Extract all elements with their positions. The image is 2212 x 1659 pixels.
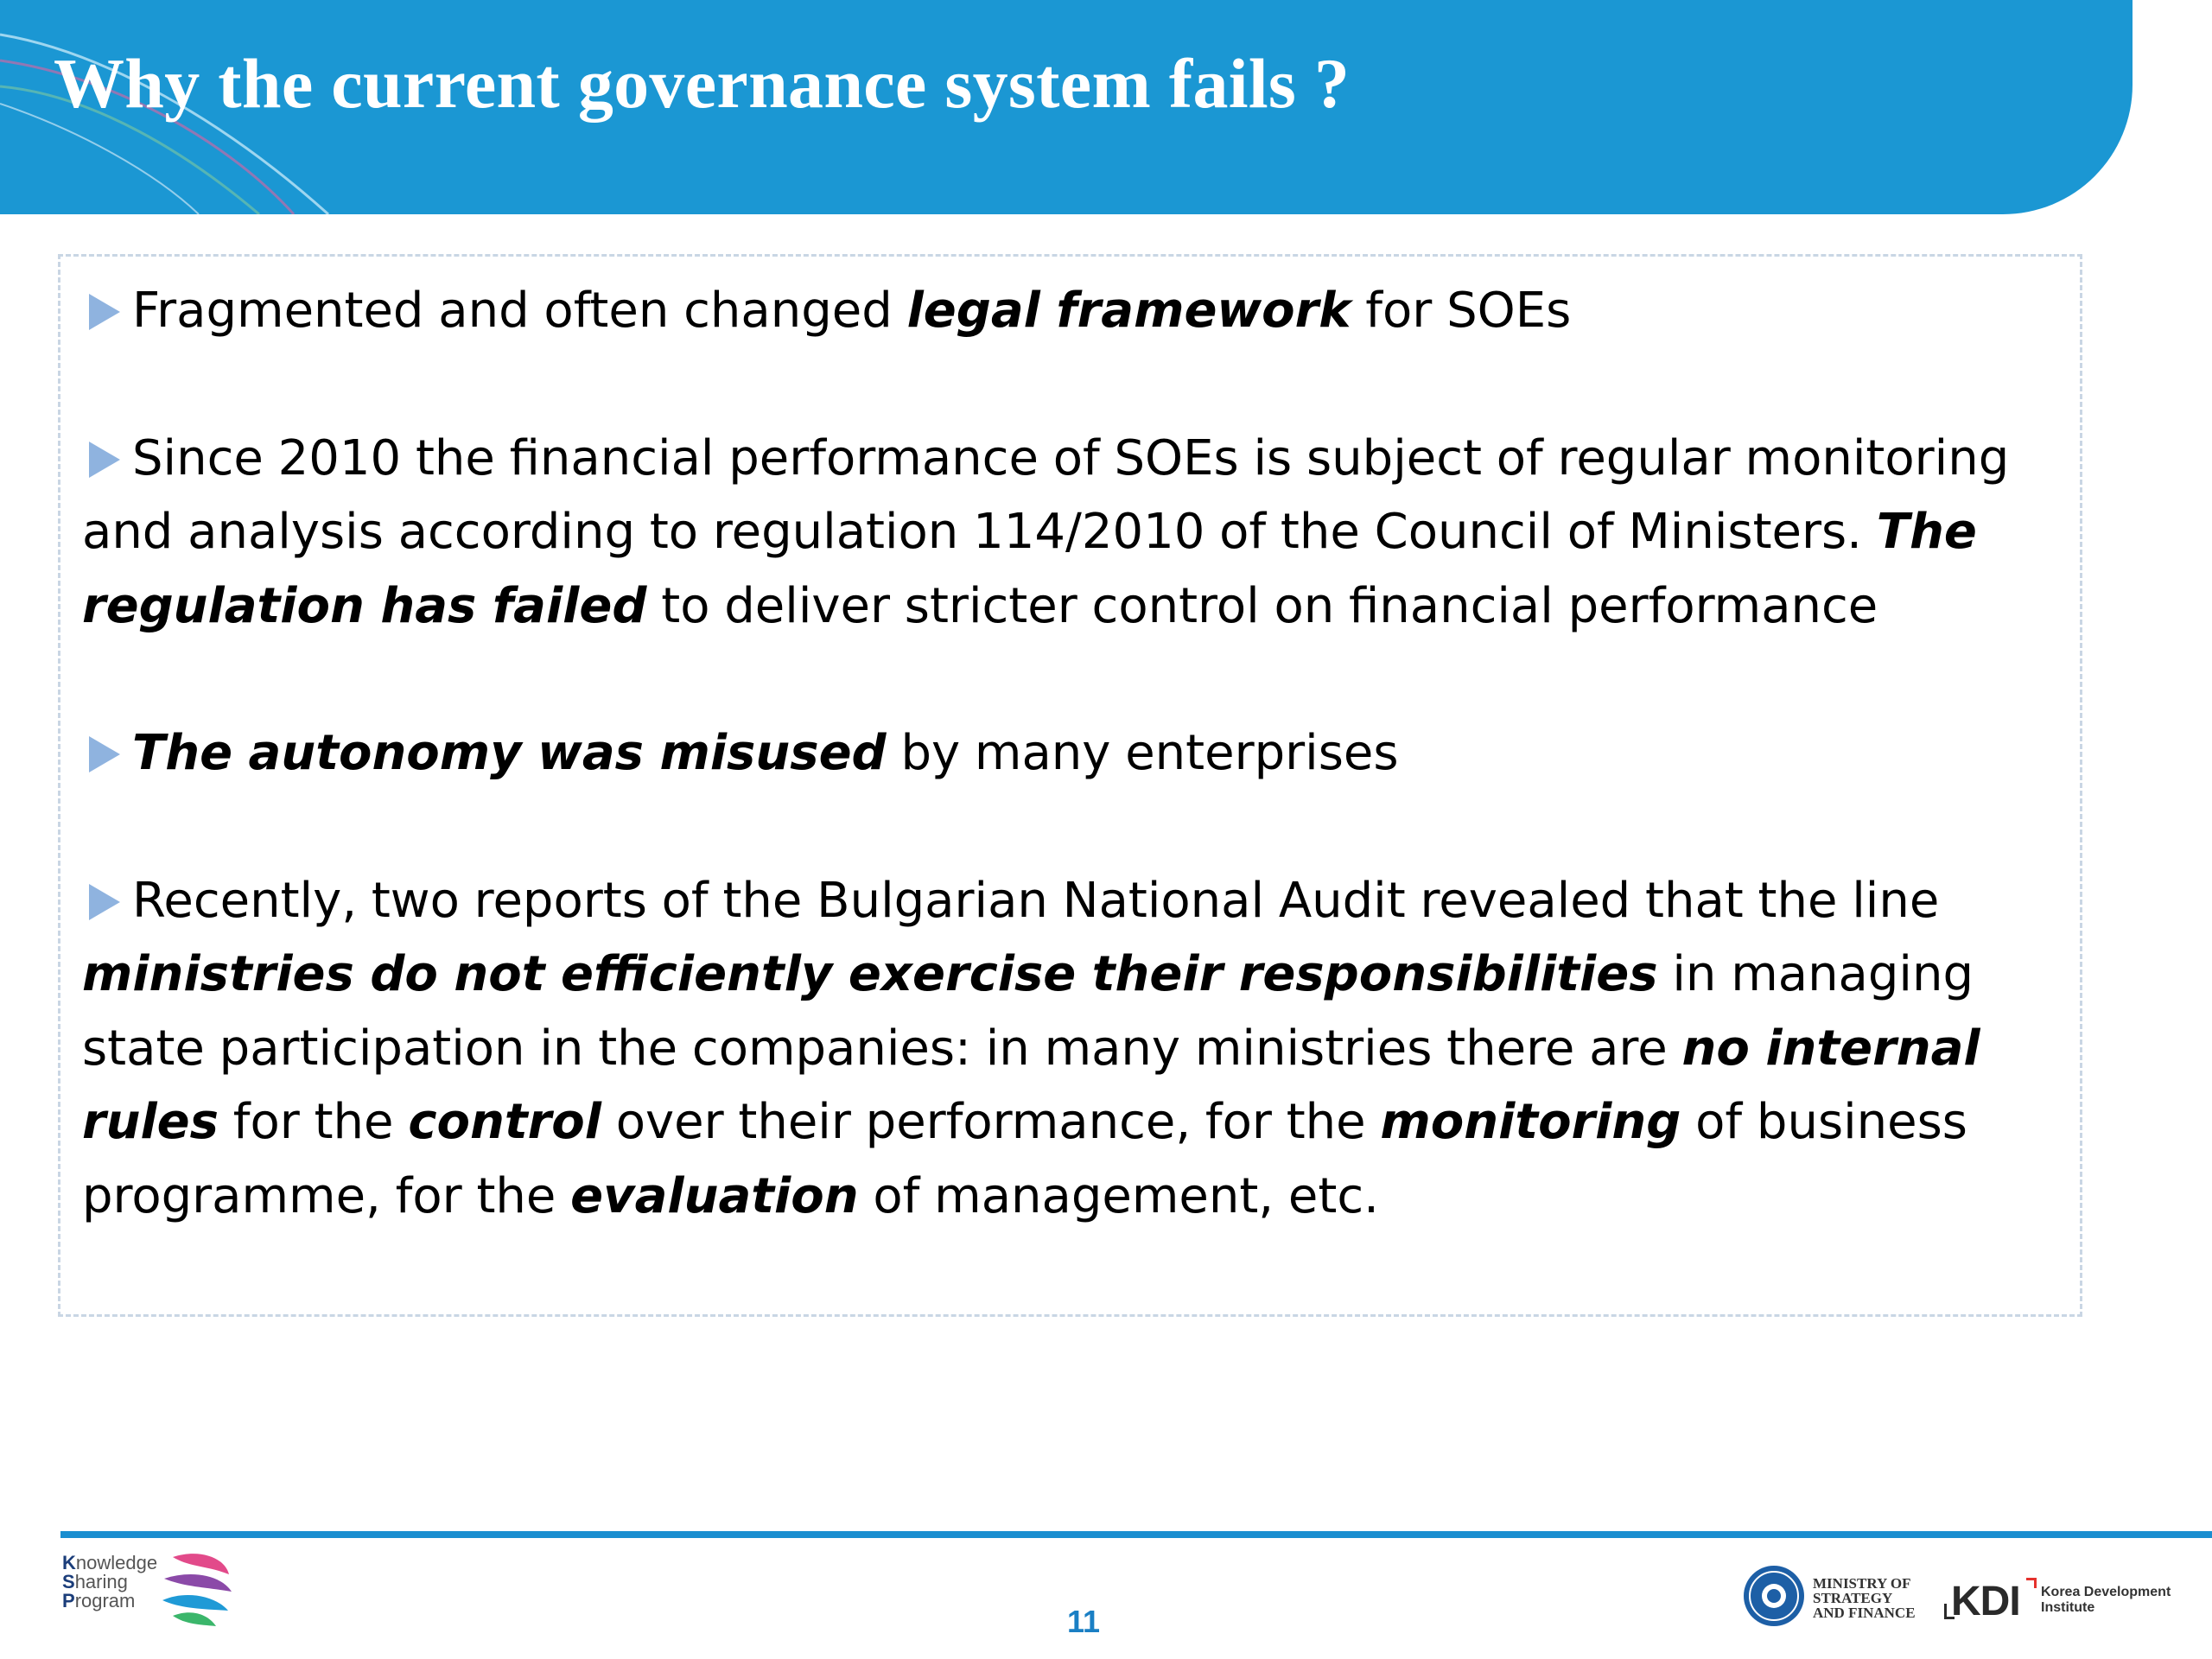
bullet-item (82, 422, 2078, 644)
bullet-text-segment: Recently, two reports of the Bulgarian National Audit revealed that the line (132, 872, 1940, 929)
bullet-text (132, 283, 1571, 339)
kdi-bracket-icon (1944, 1604, 1955, 1619)
content-panel (58, 254, 2082, 1317)
emphasized-text: ministries do not efficiently exercise their responsibilities (82, 946, 1658, 1002)
kdi-wordmark: KDI (1951, 1579, 2020, 1624)
bullet-text-segment: to deliver stricter control on financial performance (646, 577, 1878, 634)
page-number: 11 (1066, 1604, 1101, 1639)
kdi-corner-icon (2026, 1578, 2037, 1588)
ksp-logo (62, 1554, 157, 1611)
triangle-bullet-icon (89, 884, 120, 920)
ministry-emblem-icon (1742, 1564, 1806, 1628)
bullet-text (132, 725, 1399, 781)
bullet-text (82, 873, 1980, 1224)
bullet-text (82, 430, 2009, 634)
triangle-bullet-icon (89, 442, 120, 478)
bullet-text-segment: of management, etc. (858, 1167, 1379, 1224)
bullet-item (82, 274, 2078, 348)
kdi-subtitle: Korea Development Institute (2041, 1585, 2171, 1615)
emphasized-text: control (408, 1094, 601, 1150)
bullet-text-segment: Since 2010 the financial performance of SOEs is subject of regular monitoring and analysis according to regulation 114/2010 of the Council of Ministers. (82, 429, 2010, 560)
header-band (0, 0, 2133, 214)
emphasized-text: The regulation has failed (82, 504, 1977, 634)
bullet-text-segment: by many enterprises (886, 725, 1399, 781)
bullet-text-segment: in managing state participation in the companies: in many ministries there are (82, 946, 1974, 1077)
bullet-item (82, 864, 2078, 1234)
ministry-name: MINISTRY OF STRATEGY AND FINANCE (1813, 1575, 1916, 1621)
bullet-text-segment: over their performance, for the (601, 1094, 1381, 1150)
bullet-item (82, 716, 2078, 791)
ksp-ribbon-icon (156, 1548, 235, 1628)
triangle-bullet-icon (89, 294, 120, 330)
ksp-logo-text: Knowledge Sharing Program (62, 1552, 158, 1611)
bullet-text-segment: for SOEs (1351, 283, 1572, 339)
bullet-text-segment: for the (219, 1094, 409, 1150)
kdi-logo (1944, 1578, 2171, 1625)
emphasized-text: legal framework (906, 283, 1351, 339)
footer-divider (60, 1531, 2212, 1538)
triangle-bullet-icon (89, 736, 120, 772)
bullet-text-segment: Fragmented and often changed (132, 283, 907, 339)
emphasized-text: no internal rules (82, 1020, 1980, 1150)
emphasized-text: evaluation (570, 1167, 859, 1224)
slide-title: Why the current governance system fails ? (54, 44, 1351, 123)
bullet-text-segment: of business programme, for the (82, 1094, 1967, 1224)
emphasized-text: monitoring (1380, 1094, 1681, 1150)
emphasized-text: The autonomy was misused (132, 725, 887, 781)
